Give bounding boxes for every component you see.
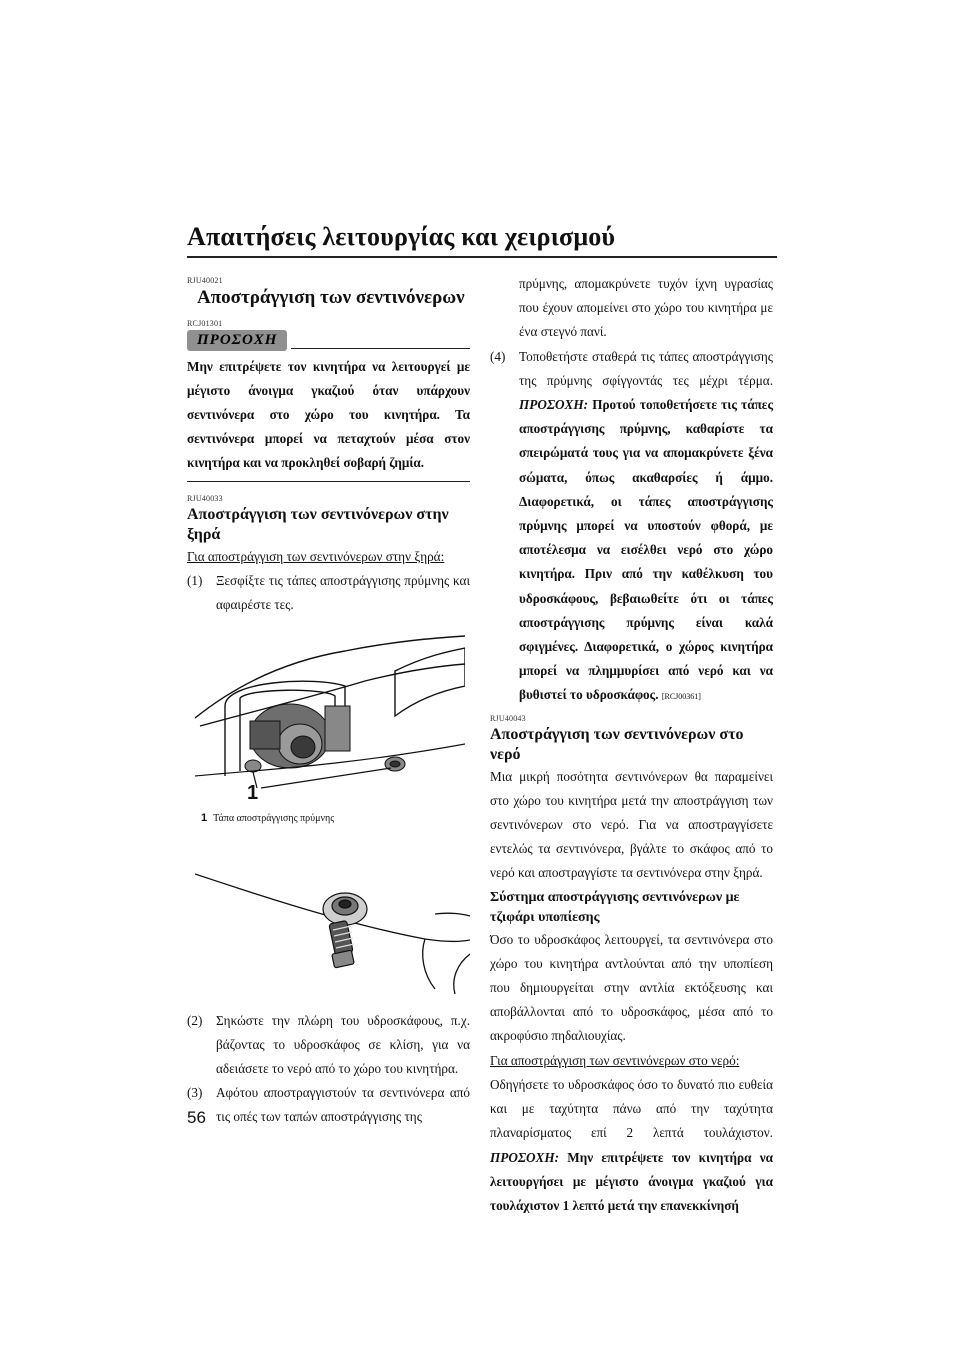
warning-code: RCJ01301: [187, 319, 223, 328]
warning-text: Μην επιτρέψετε τον κινητήρα να λειτουργεί με μέγιστο άνοιγμα γκαζιού όταν υπάρχουν σεντινόνερα στο χώρο του κινητήρα. Τα σεντινόνερα μπορεί να πεταχτούν μέσα στον κινητήρα και να προκληθεί σοβαρή ζημία.: [187, 355, 470, 482]
step-4-caution-text: Προτού τοποθετήσετε τις τάπες αποστράγγισης πρύμνης, καθαρίστε τα σπειρώματά τους για να απομακρύνετε ξένα σώματα, όπως ακαθαρσίες ή άμμο. Διαφορετικά, οι τάπες αποστράγγισης πρύμνης μπορεί να υποστούν φθορά, με αποτέλεσμα να εισέλθει νερό στο χώρο κινητήρα. Πριν από την καθέλκυση του υδροσκάφους, βεβαιωθείτε ότι οι τάπες αποστράγγισης πρύμνης είναι καλά σφιγμένες. Διαφορετικά, ο χώρος κινητήρα μπορεί να πλημμυρίσει από νερό και να βυθιστεί το υδροσκάφος.: [519, 397, 774, 703]
section-title: Αποστράγγιση των σεντινόνερων: [197, 287, 465, 308]
section3-caution-label: ΠΡΟΣΟΧΗ:: [490, 1149, 559, 1165]
figure-callout-1: 1: [247, 781, 259, 804]
subsection-code: RJU40033: [187, 494, 223, 503]
warning-badge: ΠΡΟΣΟΧΗ: [187, 330, 287, 351]
procedure-intro: Για αποστράγγιση των σεντινόνερων στην ξηρά:: [187, 549, 445, 564]
warning-rule: [291, 348, 470, 349]
section3-caution-text: Μην επιτρέψετε τον κινητήρα να λειτουργήσει με μέγιστο άνοιγμα γκαζιού για τουλάχιστον 1 λεπτό μετά την επανεκκίνησή: [490, 1149, 774, 1213]
step-4: (4) Τοποθετήστε σταθερά τις τάπες αποστράγγισης της πρύμνης σφίγγοντάς τες μέχρι τέρμα. ΠΡΟΣΟΧΗ: Προτού τοποθετήσετε τις τάπες αποστράγγισης πρύμνης, καθαρίστε τα σπειρώματά τους για να απομακρύνετε ξένα σώματα, όπως ακαθαρσίες ή άμμο. Διαφορετικά, οι τάπες αποστράγγισης πρύμνης μπορεί να υποστούν φθορά, με αποτέλεσμα να εισέλθει νερό στο χώρο κινητήρα. Πριν από την καθέλκυση του υδροσκάφους, βεβαιωθείτε ότι οι τάπες αποστράγγισης πρύμνης είναι καλά σφιγμένες. Διαφορετικά, ο χώρος κινητήρα μπορεί να πλημμυρίσει από νερό και να βυθιστεί το υδροσκάφος. [RCJ00361]: [490, 348, 774, 703]
step-3-continued: πρύμνης, απομακρύνετε τυχόν ίχνη υγρασίας που έχουν απομείνει στο χώρο του κινητήρα με ένα στεγνό πανί.: [519, 276, 773, 340]
warning-header: [187, 330, 470, 351]
section2-title: Αποστράγγιση των σεντινόνερων στο νερό: [490, 725, 744, 763]
section-code: RJU40021: [187, 276, 223, 285]
section2-text: Μια μικρή ποσότητα σεντινόνερων θα παραμείνει στο χώρο του κινητήρα μετά την αποστράγγιση των σεντινόνερων στο νερό. Για να αποστραγγίσετε εντελώς τα σεντινόνερα, βγάλτε το σκάφος από το νερό και αποστραγγίστε τα σεντινόνερα στην ξηρά.: [490, 768, 773, 881]
step-3: (3) Αφότου αποστραγγιστούν τα σεντινόνερα από τις οπές των ταπών αποστράγγισης της: [187, 1085, 470, 1125]
step-2: (2) Σηκώστε την πλώρη του υδροσκάφους, π.χ. βάζοντας το υδροσκάφος σε κλίση, για να αδειάσετε το νερό από το χώρο του κινητήρα.: [187, 1012, 470, 1077]
step-4-caution-label: ΠΡΟΣΟΧΗ:: [519, 397, 588, 413]
subsection-title: Αποστράγγιση των σεντινόνερων στην ξηρά: [187, 506, 449, 543]
section2-code: RJU40043: [490, 713, 526, 723]
section3-steps: Οδηγήσετε το υδροσκάφος όσο το δυνατό πιο ευθεία και με ταχύτητα πάνω από την ταχύτητα πλαναρίσματος επί 2 λεπτά τουλάχιστον. ΠΡΟΣΟΧΗ: Μην επιτρέψετε τον κινητήρα να λειτουργήσει με μέγιστο άνοιγμα γκαζιού για τουλάχιστον 1 λεπτό μετά την επανεκκίνησή: [490, 1076, 774, 1213]
step-4-ref: [RCJ00361]: [661, 692, 701, 702]
section3-text: Όσο το υδροσκάφος λειτουργεί, τα σεντινόνερα στο χώρο του κινητήρα αντλούνται από την υποπίεση που δημιουργείται στην αντλία εκτόξευσης και αποβάλλονται από το υδροσκάφος, μέσα από το ακροφύσιο πηδαλιουχίας.: [490, 931, 773, 1044]
left-column: [187, 276, 470, 1130]
page-number: 56: [187, 1108, 206, 1127]
drain-plug-figure: [195, 854, 470, 999]
caption-text: Τάπα αποστράγγισης πρύμνης: [213, 812, 335, 824]
engine-illustration: [195, 626, 465, 791]
caption-number: 1: [201, 811, 208, 824]
step-1: (1) Ξεσφίξτε τις τάπες αποστράγγισης πρύμνης και αφαιρέστε τες.: [187, 573, 470, 613]
section3-intro: Για αποστράγγιση των σεντινόνερων στο νερό:: [490, 1052, 740, 1068]
page-title: Απαιτήσεις λειτουργίας και χειρισμού: [187, 222, 777, 258]
figure-caption: [201, 812, 470, 824]
right-column: [490, 272, 773, 1218]
drain-plug-illustration: [195, 854, 470, 994]
engine-compartment-figure: [195, 626, 470, 804]
section3-title: Σύστημα αποστράγγισης σεντινόνερων με τζιφάρι υποπίεσης: [490, 889, 740, 925]
